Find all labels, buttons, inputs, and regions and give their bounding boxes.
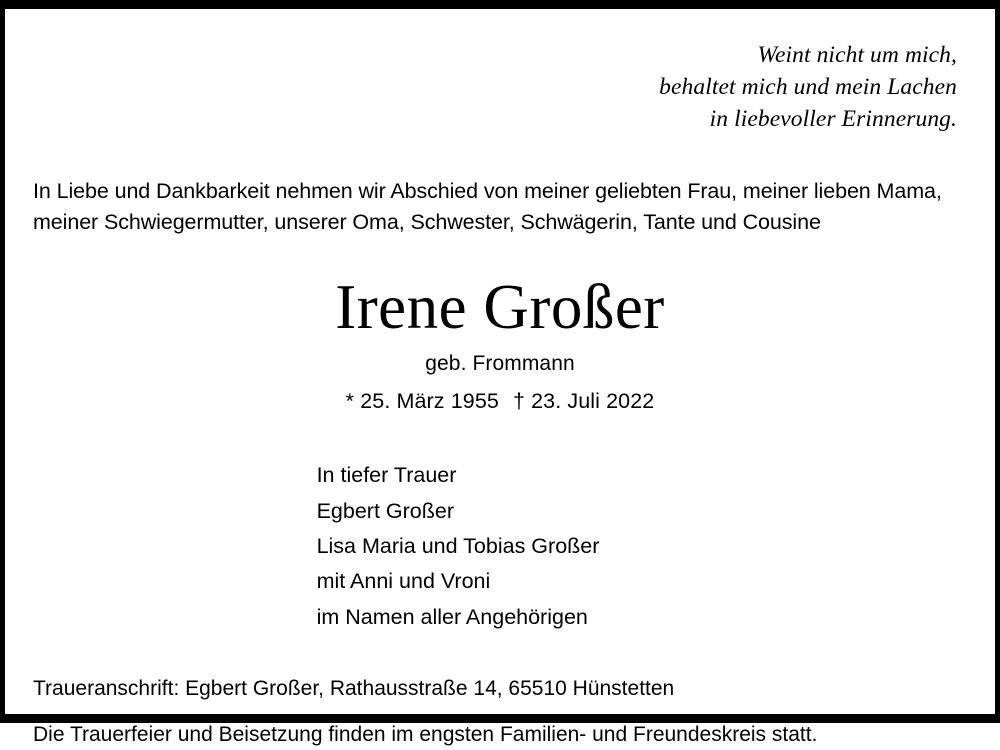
deceased-name: Irene Großer — [335, 271, 665, 342]
mourner-4: im Namen aller Angehörigen — [316, 604, 588, 629]
ceremony-note: Die Trauerfeier und Beisetzung finden im engsten Familien- und Freundeskreis statt. — [33, 722, 818, 746]
mourner-2: Lisa Maria und Tobias Großer — [316, 533, 600, 558]
mourning-heading: In tiefer Trauer — [316, 463, 457, 488]
birth-date: * 25. März 1955 — [345, 389, 499, 414]
life-dates — [33, 389, 967, 414]
mourner-1: Egbert Großer — [316, 498, 454, 523]
notice-content — [5, 9, 995, 746]
verse-line-3: in liebevoller Erinnerung. — [709, 106, 957, 133]
intro-paragraph — [33, 176, 967, 238]
verse-line-1: Weint nicht um mich, — [757, 42, 957, 68]
verse-line-2: behaltet mich und mein Lachen — [659, 74, 957, 101]
mourner-3: mit Anni und Vroni — [316, 569, 491, 594]
death-date: † 23. Juli 2022 — [512, 389, 655, 414]
memorial-verse — [33, 33, 957, 136]
intro-line-2: meiner Schwiegermutter, unserer Oma, Schwester, Schwägerin, Tante und Cousine — [33, 209, 821, 234]
notice-footer — [33, 673, 967, 750]
mourners-list — [317, 458, 600, 635]
mourners-block — [33, 458, 967, 635]
maiden-name: geb. Frommann — [425, 352, 575, 376]
intro-line-1: In Liebe und Dankbarkeit nehmen wir Abschied von meiner geliebten Frau, meiner lieben Mama, — [33, 178, 942, 203]
mourning-address: Traueranschrift: Egbert Großer, Rathausstraße 14, 65510 Hünstetten — [33, 677, 675, 701]
deceased-block — [33, 271, 967, 414]
